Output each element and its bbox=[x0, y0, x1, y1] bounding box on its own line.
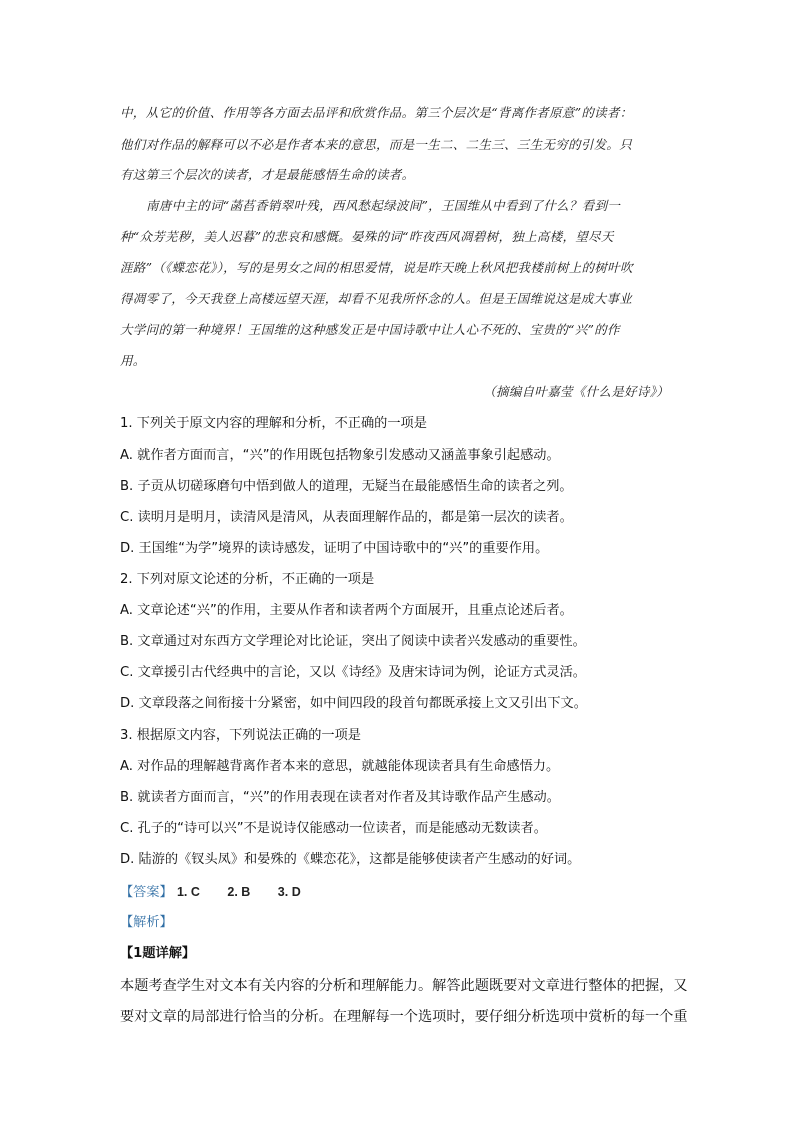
analysis-detail-title: 【1题详解】 bbox=[120, 946, 196, 961]
question-option: B. 文章通过对东西方文学理论对比论证，突出了阅读中读者兴发感动的重要性。 bbox=[120, 634, 586, 649]
answer-value: 3. D bbox=[277, 885, 301, 899]
answer-row bbox=[120, 883, 325, 902]
answer-value: 1. C bbox=[176, 885, 200, 899]
passage-line: 有这第三个层次的读者，才是最能感悟生命的读者。 bbox=[120, 167, 415, 182]
passage-line: 得凋零了，今天我登上高楼远望天涯，却看不见我所怀念的人。但是王国维说这是成大事业 bbox=[120, 291, 633, 306]
passage-line: 大学问的第一种境界！王国维的这种感发正是中国诗歌中让人心不死的、宝贵的“兴”的作 bbox=[120, 322, 620, 337]
question-option: C. 文章援引古代经典中的言论，又以《诗经》及唐宋诗词为例，论证方式灵活。 bbox=[120, 665, 586, 680]
question-option: B. 就读者方面而言，“兴”的作用表现在读者对作者及其诗歌作品产生感动。 bbox=[120, 790, 560, 805]
question-option: A. 文章论述“兴”的作用，主要从作者和读者两个方面展开，且重点论述后者。 bbox=[120, 603, 573, 618]
passage-line: 用。 bbox=[120, 353, 146, 368]
passage-line: 南唐中主的词“菡萏香销翠叶残，西风愁起绿波间”，王国维从中看到了什么？看到一 bbox=[146, 198, 621, 213]
question-option: D. 陆游的《钗头凤》和晏殊的《蝶恋花》，这都是能够使读者产生感动的好词。 bbox=[120, 852, 581, 867]
question-option: B. 子贡从切磋琢磨句中悟到做人的道理，无疑当在最能感悟生命的读者之列。 bbox=[120, 479, 573, 494]
passage-source: （摘编自叶嘉莹《什么是好诗》） bbox=[483, 384, 669, 399]
question-option: C. 孔子的“诗可以兴”不是说诗仅能感动一位读者，而是能感动无数读者。 bbox=[120, 821, 547, 836]
answer-value: 2. B bbox=[227, 885, 251, 899]
question-stem: 1. 下列关于原文内容的理解和分析，不正确的一项是 bbox=[120, 416, 427, 431]
answer-label: 【答案】 bbox=[120, 885, 173, 900]
question-stem: 2. 下列对原文论述的分析，不正确的一项是 bbox=[120, 572, 375, 587]
passage-line: 中，从它的价值、作用等各方面去品评和欣赏作品。第三个层次是“背离作者原意”的读者： bbox=[120, 105, 633, 120]
analysis-label: 【解析】 bbox=[120, 915, 173, 930]
question-option: C. 读明月是明月，读清风是清风，从表面理解作品的，都是第一层次的读者。 bbox=[120, 510, 573, 525]
passage-line: 种“众芳芜秽，美人迟暮”的悲哀和感慨。晏殊的词“昨夜西风凋碧树，独上高楼，望尽天 bbox=[120, 229, 614, 244]
question-option: A. 对作品的理解越背离作者本来的意思，就越能体现读者具有生命感悟力。 bbox=[120, 759, 560, 774]
passage-line: 他们对作品的解释可以不必是作者本来的意思，而是一生二、二生三、三生无穷的引发。只 bbox=[120, 137, 633, 152]
answer-values bbox=[177, 885, 325, 899]
passage-line: 涯路”（《蝶恋花》），写的是男女之间的相思爱情，说是昨天晚上秋风把我楼前树上的树叶吹 bbox=[120, 260, 633, 275]
question-option: A. 就作者方面而言，“兴”的作用既包括物象引发感动又涵盖事象引起感动。 bbox=[120, 448, 560, 463]
question-stem: 3. 根据原文内容，下列说法正确的一项是 bbox=[120, 728, 361, 743]
question-option: D. 文章段落之间衔接十分紧密，如中间四段的段首句都既承接上文又引出下文。 bbox=[120, 696, 587, 711]
analysis-body-line: 本题考查学生对文本有关内容的分析和理解能力。解答此题既要对文章进行整体的把握，又 bbox=[120, 978, 688, 994]
analysis-body-line: 要对文章的局部进行恰当的分析。在理解每一个选项时，要仔细分析选项中赏析的每一个重 bbox=[120, 1009, 688, 1025]
question-option: D. 王国维“为学”境界的读诗感发，证明了中国诗歌中的“兴”的重要作用。 bbox=[120, 541, 549, 556]
